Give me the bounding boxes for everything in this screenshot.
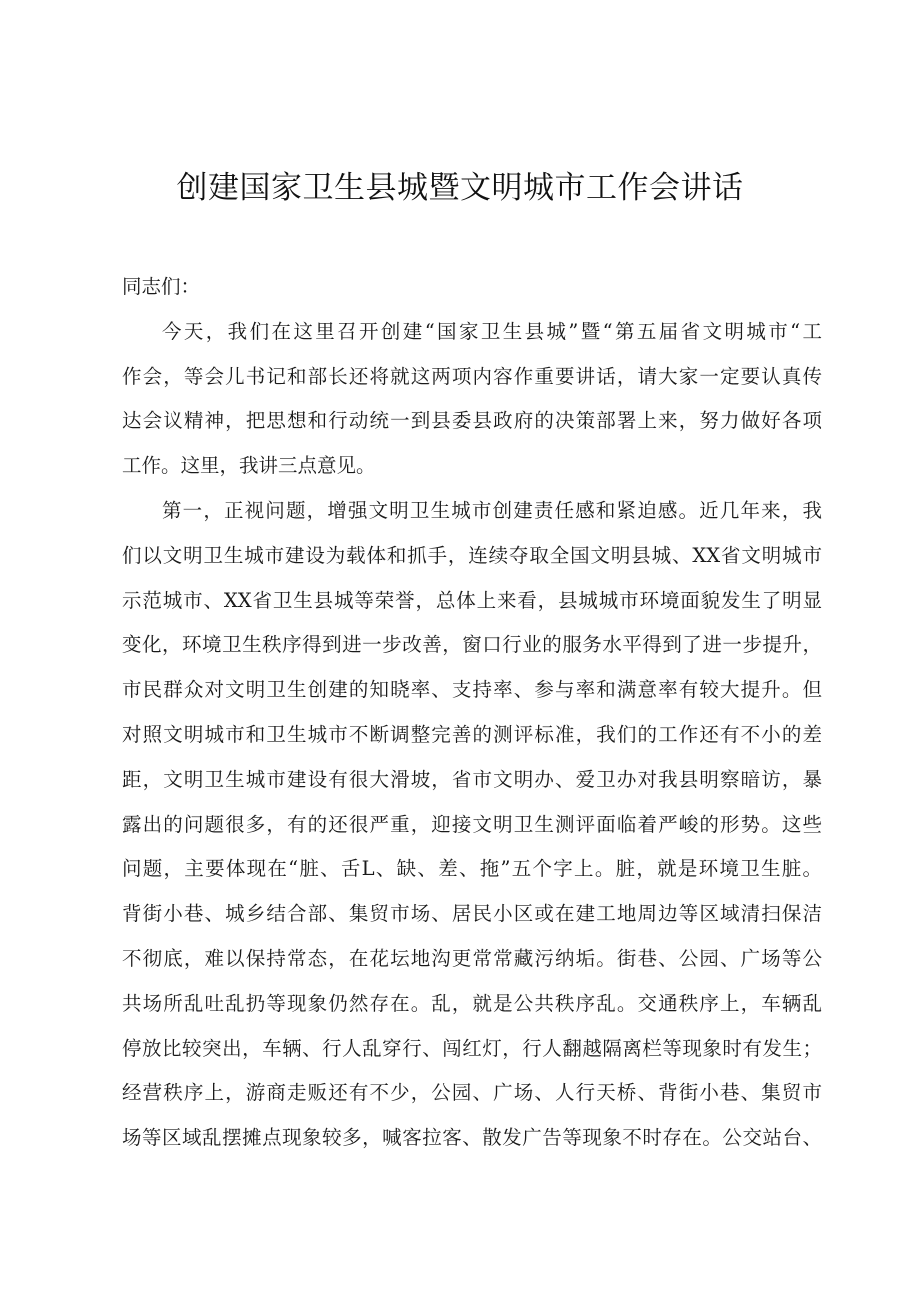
document-body bbox=[122, 265, 822, 1161]
text-line: 变化，环境卫生秩序得到进一步改善，窗口行业的服务水平得到了进一步提升， bbox=[122, 633, 822, 657]
text-line: 作会，等会儿书记和部长还将就这两项内容作重要讲话，请大家一定要认真传 bbox=[122, 364, 822, 388]
text-line: 第一，正视问题，增强文明卫生城市创建责任感和紧迫感。近几年来，我 bbox=[162, 498, 822, 522]
text-line: 工作。这里，我讲三点意见。 bbox=[122, 454, 376, 478]
text-line: 达会议精神，把思想和行动统一到县委县政府的决策部署上来，努力做好各项 bbox=[122, 409, 822, 433]
text-line: 停放比较突出，车辆、行人乱穿行、闯红灯，行人翻越隔离栏等现象时有发生； bbox=[122, 1036, 822, 1060]
text-line: 问题，主要体现在“脏、舌L、缺、差、拖”五个字上。脏，就是环境卫生脏。 bbox=[122, 857, 822, 881]
text-line: 经营秩序上，游商走贩还有不少，公园、广场、人行天桥、背街小巷、集贸市 bbox=[122, 1081, 822, 1105]
salutation: 同志们： bbox=[122, 275, 201, 298]
text-line: 市民群众对文明卫生创建的知晓率、支持率、参与率和满意率有较大提升。但 bbox=[122, 678, 822, 702]
paragraph-opening bbox=[122, 310, 822, 489]
text-line: 对照文明城市和卫生城市不断调整完善的测评标准，我们的工作还有不小的差 bbox=[122, 722, 822, 746]
text-line: 们以文明卫生城市建设为载体和抓手，连续夺取全国文明县城、XX省文明城市 bbox=[122, 543, 822, 567]
text-line: 示范城市、XX省卫生县城等荣誉，总体上来看，县城城市环境面貌发生了明显 bbox=[122, 588, 822, 612]
text-line: 场等区域乱摆摊点现象较多，喊客拉客、散发广告等现象不时存在。公交站台、 bbox=[122, 1126, 822, 1150]
text-line: 距，文明卫生城市建设有很大滑坡，省市文明办、爱卫办对我县明察暗访，暴 bbox=[122, 767, 822, 791]
text-line: 共场所乱吐乱扔等现象仍然存在。乱，就是公共秩序乱。交通秩序上，车辆乱 bbox=[122, 991, 822, 1015]
text-line: 露出的问题很多，有的还很严重，迎接文明卫生测评面临着严峻的形势。这些 bbox=[122, 812, 822, 836]
text-line: 不彻底，难以保持常态，在花坛地沟更常常藏污纳垢。街巷、公园、广场等公 bbox=[122, 946, 822, 970]
document-title: 创建国家卫生县城暨文明城市工作会讲话 bbox=[176, 170, 744, 206]
paragraph-first-point bbox=[122, 489, 822, 1161]
text-line: 今天，我们在这里召开创建“国家卫生县城”暨“第五届省文明城市“工 bbox=[162, 319, 822, 343]
text-line: 背街小巷、城乡结合部、集贸市场、居民小区或在建工地周边等区域清扫保洁 bbox=[122, 902, 822, 926]
